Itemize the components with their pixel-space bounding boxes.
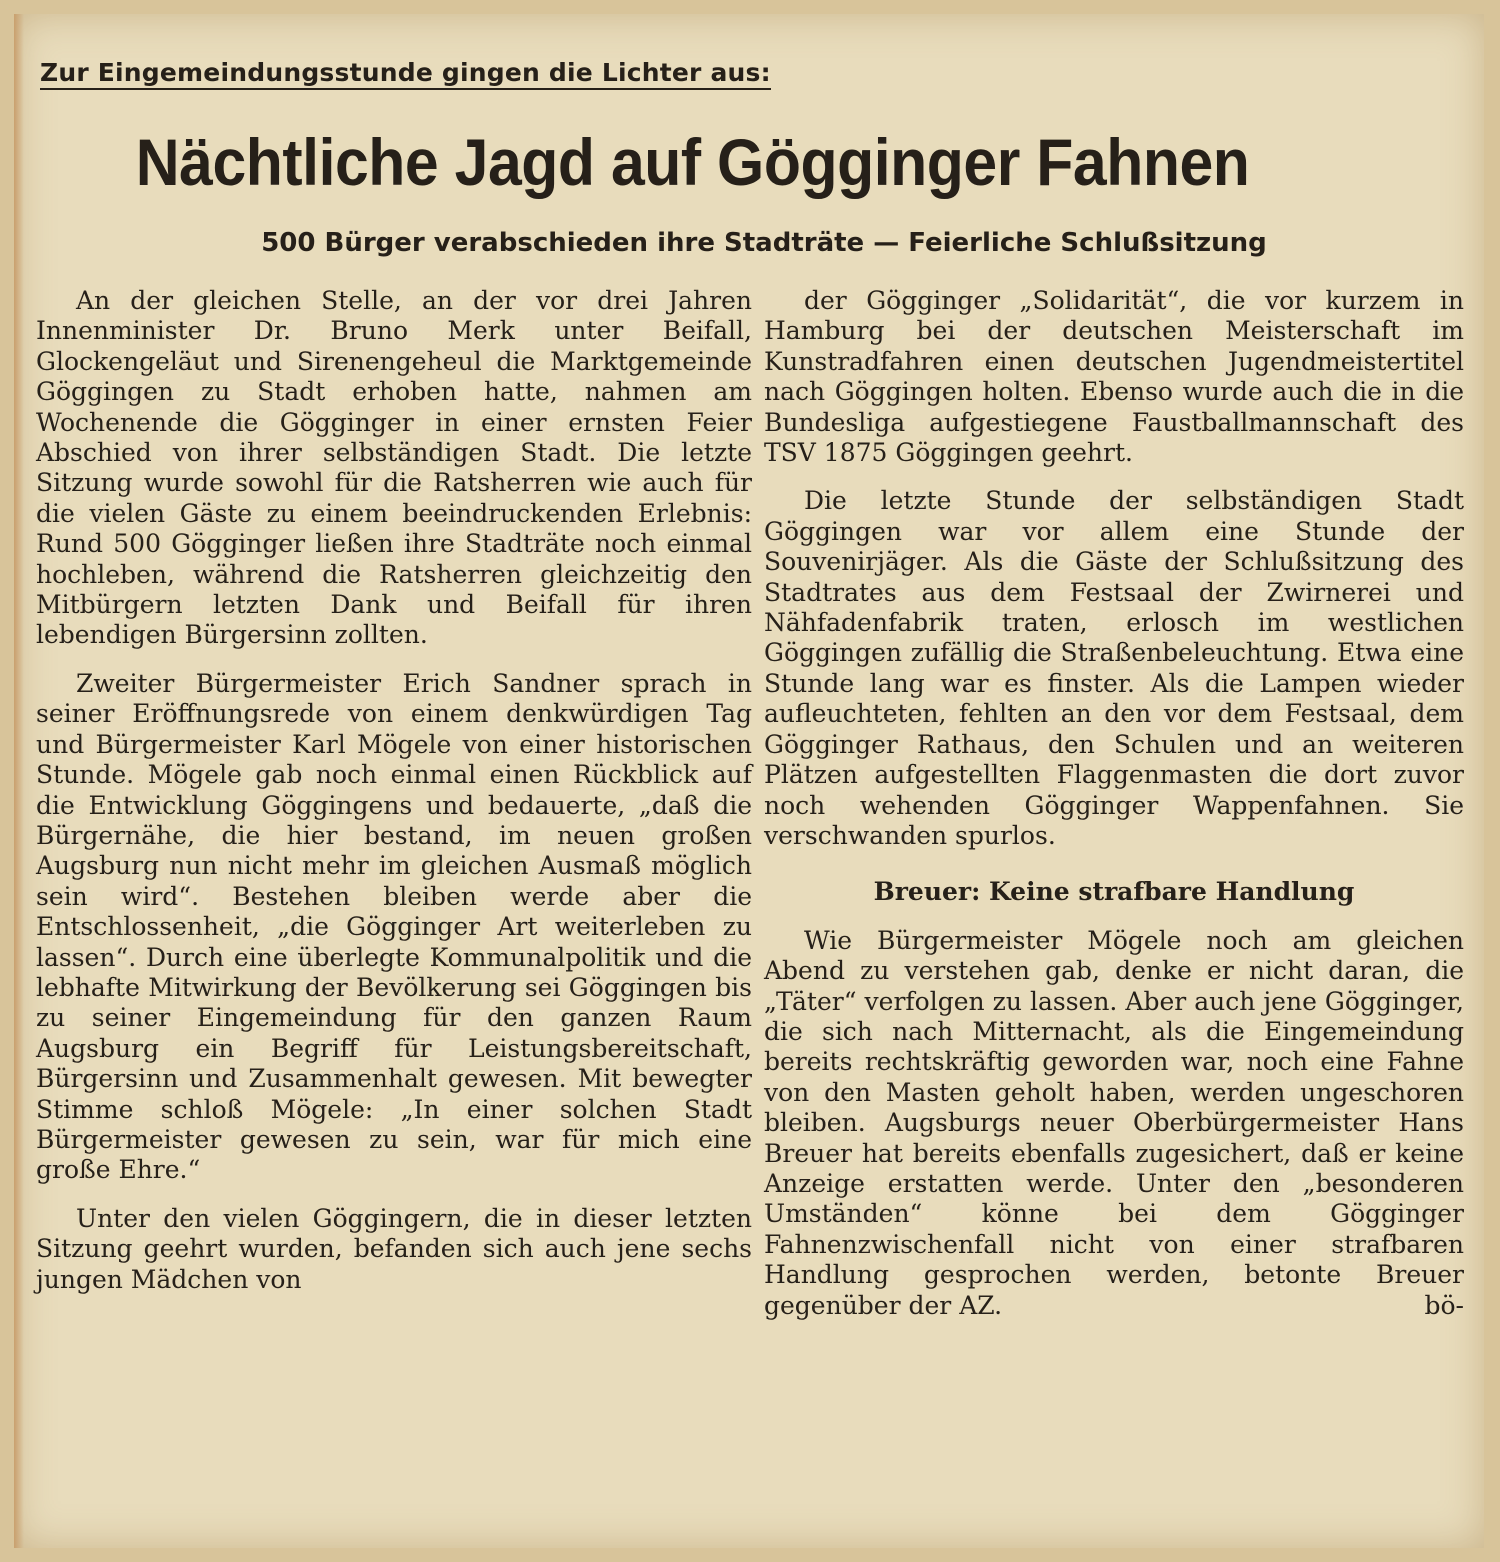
newspaper-clipping: [14, 14, 1484, 1548]
paragraph: Wie Bürgermeister Mögele noch am gleichen Abend zu verstehen gab, denke er nicht daran, die „Täter“ verfolgen zu lassen. Aber auch jene Gögginger, die sich nach Mitternacht, als die Eingemeindung bereits rechtskräftig geworden war, noch eine Fahne von den Masten geholt haben, werden ungeschoren bleiben. Augsburgs neuer Oberbürgermeister Hans Breuer hat bereits ebenfalls zugesichert, daß er keine Anzeige erstatten werde. Unter den „besonderen Umständen“ könne bei dem Gögginger Fahnenzwischenfall nicht von einer strafbaren Handlung gesprochen werden, betonte Breuer gegenüber der AZ.: [764, 925, 1464, 1320]
paragraph: Die letzte Stunde der selbständigen Stadt Göggingen war vor allem eine Stunde der Souvenirjäger. Als die Gäste der Schlußsitzung des Stadtrates aus dem Festsaal der Zwirnerei und Nähfadenfabrik traten, erlosch im westlichen Göggingen zufällig die Straßenbeleuchtung. Etwa eine Stunde lang war es finster. Als die Lampen wieder aufleuchteten, fehlten an den vor dem Festsaal, dem Gögginger Rathaus, den Schulen und an weiteren Plätzen aufgestellten Flaggenmasten die dort zuvor noch wehenden Gögginger Wappenfahnen. Sie verschwanden spurlos.: [764, 486, 1464, 850]
subheadline: 500 Bürger verabschieden ihre Stadträte — Feierliche Schlußsitzung: [261, 228, 1267, 258]
author-signature: bö-: [1424, 1291, 1464, 1320]
left-column: [36, 286, 752, 1295]
paragraph: Zweiter Bürgermeister Erich Sandner sprach in seiner Eröffnungsrede von einem denkwürdigen Tag und Bürgermeister Karl Mögele von einer historischen Stunde. Mögele gab noch einmal einen Rückblick auf die Entwicklung Göggingens und bedauerte, „daß die Bürgernähe, die hier bestand, im neuen großen Augsburg nun nicht mehr im gleichen Ausmaß möglich sein wird“. Bestehen bleiben werde aber die Entschlossenheit, „die Gögginger Art weiterleben zu lassen“. Durch eine überlegte Kommunalpolitik und die lebhafte Mitwirkung der Bevölkerung sei Göggingen bis zu seiner Eingemeindung für den ganzen Raum Augsburg ein Begriff für Leistungsbereitschaft, Bürgersinn und Zusammenhalt gewesen. Mit bewegter Stimme schloß Mögele: „In einer solchen Stadt Bürgermeister gewesen zu sein, war für mich eine große Ehre.“: [36, 668, 752, 1185]
paragraph: Unter den vielen Göggingern, die in dieser letzten Sitzung geehrt wurden, befanden sich auch jene sechs jungen Mädchen von: [36, 1203, 752, 1294]
right-column: [764, 286, 1464, 1321]
section-subtitle: Breuer: Keine strafbare Handlung: [873, 877, 1355, 907]
headline: Nächtliche Jagd auf Gögginger Fahnen: [135, 125, 1250, 199]
kicker-line: Zur Eingemeindungsstunde gingen die Lichter aus:: [40, 58, 771, 90]
paragraph: der Gögginger „Solidarität“, die vor kurzem in Hamburg bei der deutschen Meisterschaft im Kunstradfahren einen deutschen Jugendmeistertitel nach Göggingen holten. Ebenso wurde auch die in die Bundesliga aufgestiegene Faustballmannschaft des TSV 1875 Göggingen geehrt.: [764, 286, 1464, 468]
paragraph: An der gleichen Stelle, an der vor drei Jahren Innenminister Dr. Bruno Merk unter Beifall, Glockengeläut und Sirenengeheul die Marktgemeinde Göggingen zu Stadt erhoben hatte, nahmen am Wochenende die Gögginger in einer ernsten Feier Abschied von ihrer selbständigen Stadt. Die letzte Sitzung wurde sowohl für die Ratsherren wie auch für die vielen Gäste zu einem beeindruckenden Erlebnis: Rund 500 Gögginger ließen ihre Stadträte noch einmal hochleben, während die Ratsherren gleichzeitig den Mitbürgern letzten Dank und Beifall für ihren lebendigen Bürgersinn zollten.: [36, 286, 752, 650]
